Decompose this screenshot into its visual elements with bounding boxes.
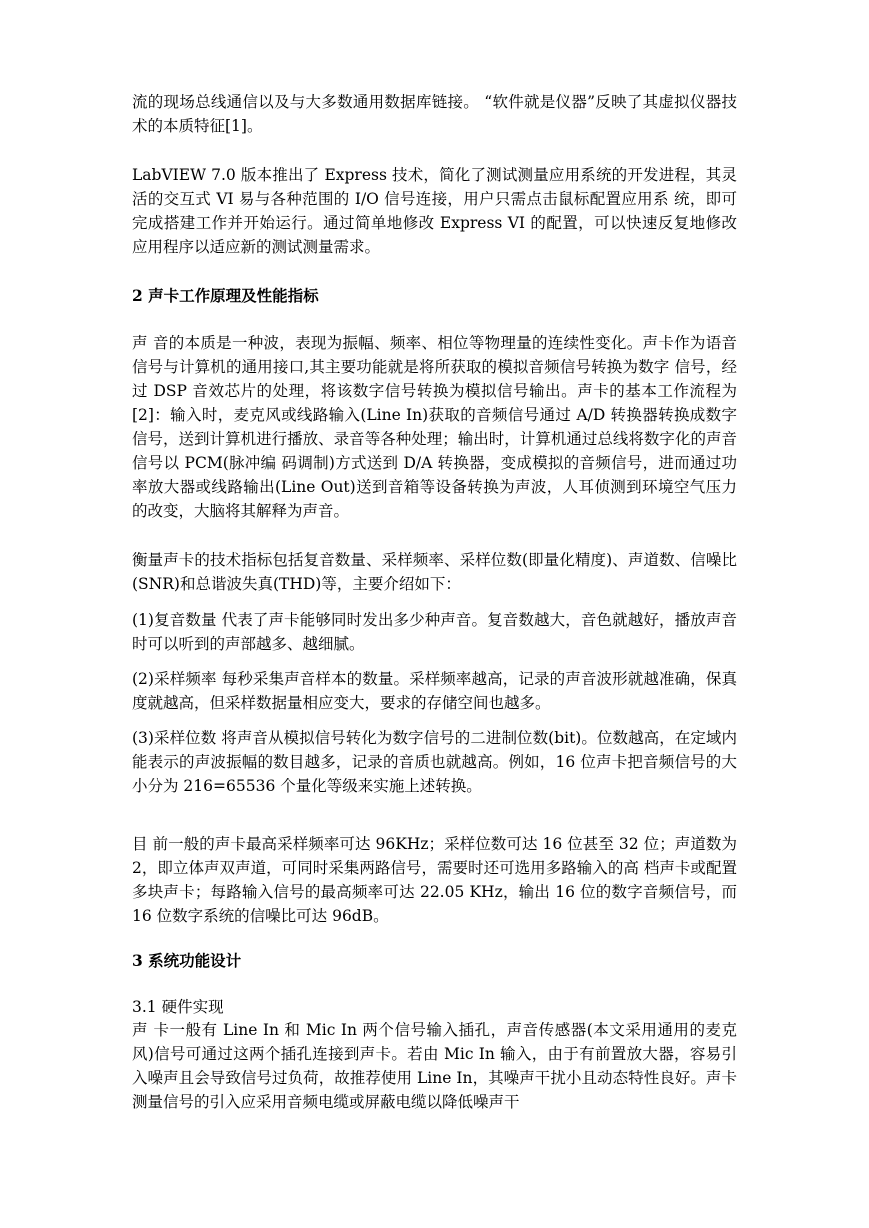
paragraph-current-cards: 目 前一般的声卡最高采样频率可达 96KHz；采样位数可达 16 位甚至 32 位；声道数为 2，即立体声双声道，可同时采集两路信号，需要时还可选用多路输入的高 档声卡或配置多块声卡；每路输入信号的最高频率可达 22.05 KHz，输出 16 位的数字音频信号，而 16 位数字系统的信噪比可达 96dB。 bbox=[132, 835, 737, 925]
paragraph-polyphony: (1)复音数量 代表了声卡能够同时发出多少种声音。复音数越大，音色就越好，播放声音时可以听到的声部越多、越细腻。 bbox=[132, 611, 737, 653]
paragraph-labview: LabVIEW 7.0 版本推出了 Express 技术，简化了测试测量应用系统的开发进程，其灵活的交互式 VI 易与各种范围的 I/O 信号连接，用户只需点击鼠标配置应用系 统，即可完成搭建工作并开始运行。通过简单地修改 Express VI 的配置，可以快速反复地修改应用程序以适应新的测试测量需求。 bbox=[132, 166, 737, 256]
paragraph-sound-principle: 声 音的本质是一种波，表现为振幅、频率、相位等物理量的连续性变化。声卡作为语音信号与计算机的通用接口,其主要功能就是将所获取的模拟音频信号转换为数字 信号，经过 DSP 音效芯片的处理，将该数字信号转换为模拟信号输出。声卡的基本工作流程为[2]：输入时，麦克风或线路输入(Line In)获取的音频信号通过 A/D 转换器转换成数字信号，送到计算机进行播放、录音等各种处理；输出时，计算机通过总线将数字化的声音信号以 PCM(脉冲编 码调制)方式送到 D/A 转换器，变成模拟的音频信号，进而通过功率放大器或线路输出(Line Out)送到音箱等设备转换为声波，人耳侦测到环境空气压力的改变，大脑将其解释为声音。 bbox=[132, 334, 737, 520]
paragraph-bit-depth: (3)采样位数 将声音从模拟信号转化为数字信号的二进制位数(bit)。位数越高，在定域内能表示的声波振幅的数目越多，记录的音质也就越高。例如，16 位声卡把音频信号的大小分为 216=65536 个量化等级来实施上述转换。 bbox=[132, 729, 737, 795]
paragraph-indicators-intro: 衡量声卡的技术指标包括复音数量、采样频率、采样位数(即量化精度)、声道数、信噪比(SNR)和总谐波失真(THD)等，主要介绍如下： bbox=[132, 551, 737, 593]
paragraph-intro-end: 流的现场总线通信以及与大多数通用数据库链接。 “软件就是仪器”反映了其虚拟仪器技术的本质特征[1]。 bbox=[132, 93, 737, 135]
subsection-heading-3-1: 3.1 硬件实现 bbox=[132, 998, 224, 1016]
section-heading-2: 2 声卡工作原理及性能指标 bbox=[132, 286, 319, 305]
section-heading-3: 3 系统功能设计 bbox=[132, 951, 242, 970]
paragraph-hardware: 声 卡一般有 Line In 和 Mic In 两个信号输入插孔，声音传感器(本文采用通用的麦克风)信号可通过这两个插孔连接到声卡。若由 Mic In 输入，由于有前置放大器，容易引入噪声且会导致信号过负荷，故推荐使用 Line In，其噪声干扰小且动态特性良好。声卡测量信号的引入应采用音频电缆或屏蔽电缆以降低噪声干 bbox=[132, 1021, 737, 1111]
paragraph-sampling-rate: (2)采样频率 每秒采集声音样本的数量。采样频率越高，记录的声音波形就越准确，保真度就越高，但采样数据量相应变大，要求的存储空间也越多。 bbox=[132, 670, 737, 712]
